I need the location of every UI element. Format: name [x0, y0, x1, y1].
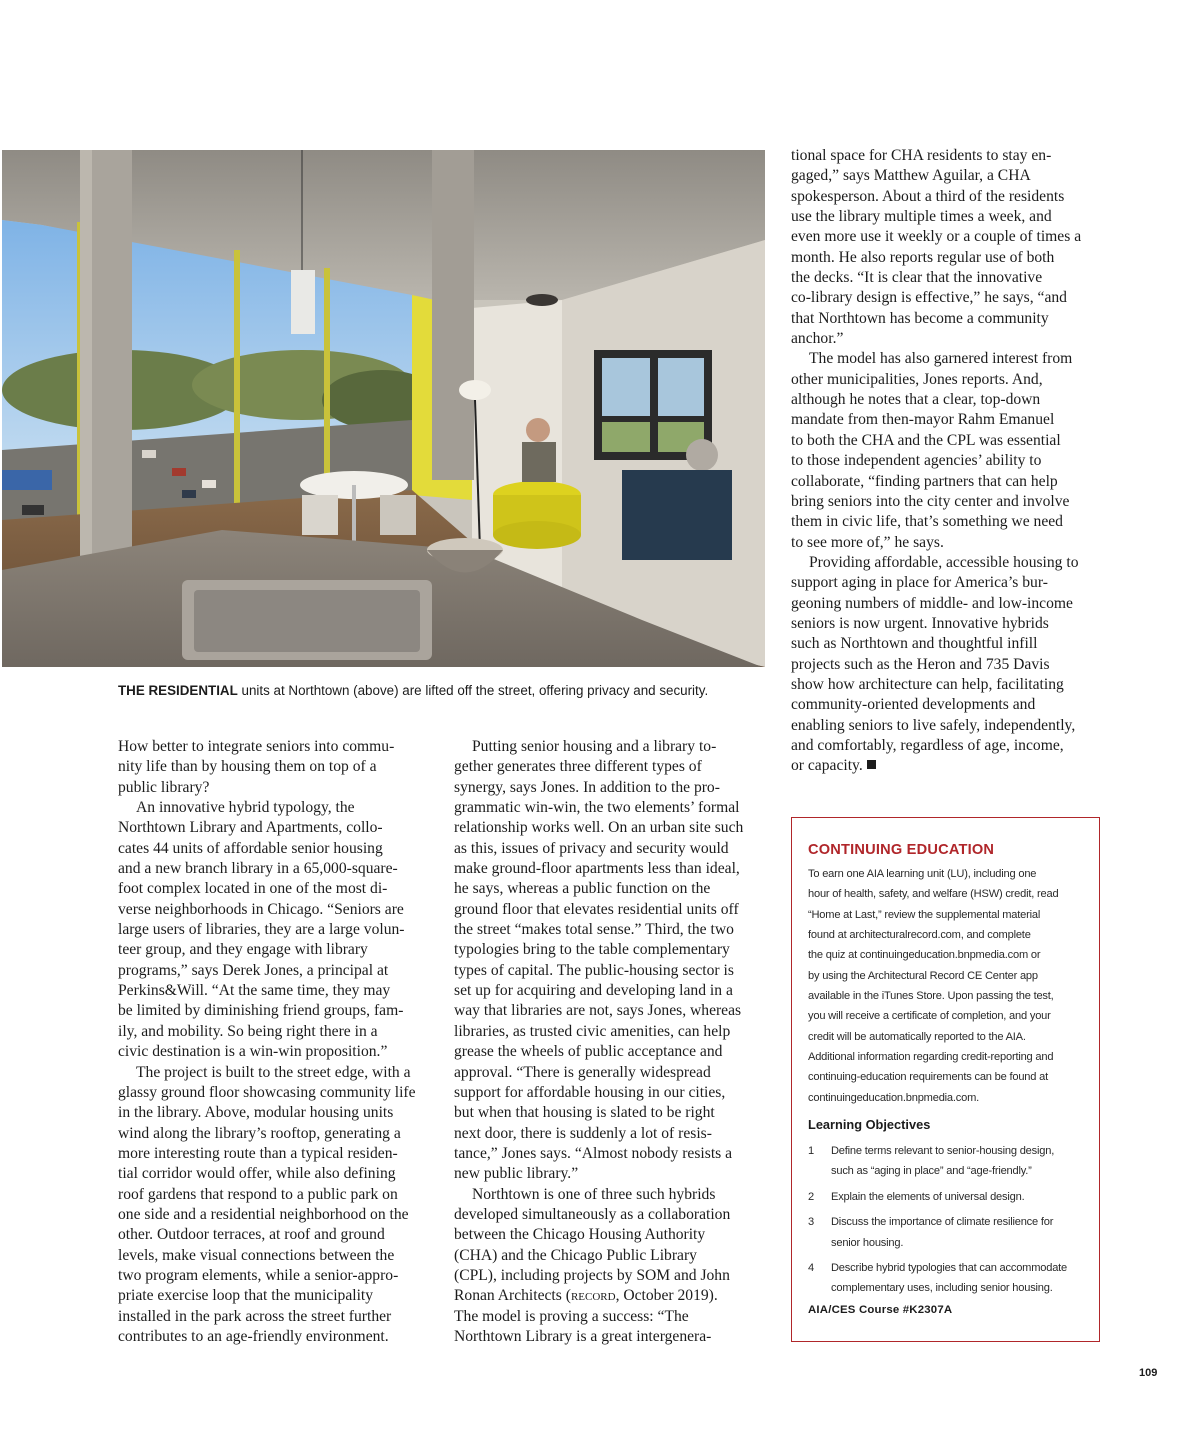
- text-line: bring seniors into the city center and involve: [791, 492, 1070, 510]
- objective-number: 1: [808, 1145, 814, 1158]
- text-line: teer group, and they engage with library: [118, 941, 368, 959]
- ce-body-line: you will receive a certificate of completion, and your: [808, 1010, 1051, 1023]
- text-line: in the library. Above, modular housing units: [118, 1104, 394, 1122]
- text-line: Northtown Library and Apartments, collo-: [118, 819, 383, 837]
- continuing-education-box: [791, 817, 1100, 1342]
- ce-body: [808, 864, 1083, 1108]
- text-line: the street “makes total sense.” Third, the two: [454, 921, 734, 939]
- text-line: and comfortably, regardless of age, income,: [791, 736, 1064, 754]
- text-line: mandate from then-mayor Rahm Emanuel: [791, 411, 1055, 429]
- text-line: support for affordable housing in our cities,: [454, 1083, 726, 1101]
- list-item: [808, 1187, 1083, 1207]
- objective-number: 4: [808, 1261, 814, 1274]
- text-segment: Ronan Architects (: [454, 1287, 571, 1305]
- objective-line: Explain the elements of universal design.: [831, 1190, 1025, 1203]
- text-line: (CHA) and the Chicago Public Library: [454, 1246, 697, 1264]
- ce-body-line: found at architecturalrecord.com, and complete: [808, 929, 1031, 942]
- text-line: projects such as the Heron and 735 Davis: [791, 655, 1050, 673]
- learning-objectives-list: [808, 1141, 1083, 1298]
- text-line: one side and a residential neighborhood on the: [118, 1205, 409, 1223]
- ce-body-line: the quiz at continuingeducation.bnpmedia.com or: [808, 949, 1041, 962]
- list-item: [808, 1141, 1083, 1182]
- text-line: ground floor that elevates residential units off: [454, 900, 739, 918]
- ce-body-line: available in the iTunes Store. Upon passing the test,: [808, 990, 1054, 1003]
- text-line: co-library design is effective,” he says, “and: [791, 289, 1067, 307]
- text-line: tial corridor would offer, while also defining: [118, 1165, 396, 1183]
- text-line: tance,” Jones says. “Almost nobody resists a: [454, 1144, 733, 1162]
- text-line: other. Outdoor terraces, at roof and ground: [118, 1226, 385, 1244]
- text-line: such as Northtown and thoughtful infill: [791, 635, 1038, 653]
- text-line: glassy ground floor showcasing community life: [118, 1083, 416, 1101]
- objective-line: complementary uses, including senior housing.: [831, 1282, 1053, 1295]
- text-line: way that libraries are not, says Jones, whereas: [454, 1002, 742, 1020]
- caption-text: units at Northtown (above) are lifted off the street, offering privacy and security.: [237, 683, 709, 698]
- text-line: more interesting route than a typical residen-: [118, 1144, 398, 1162]
- text-line: Putting senior housing and a library to-: [472, 738, 717, 755]
- text-line: anchor.”: [791, 330, 844, 348]
- text-line: approval. “There is generally widespread: [454, 1063, 711, 1081]
- text-line: and a new branch library in a 65,000-square-: [118, 860, 398, 878]
- text-segment: or capacity.: [791, 757, 863, 775]
- text-line: nity life than by housing them on top of a: [118, 758, 377, 776]
- objective-number: 2: [808, 1190, 814, 1203]
- text-line: make ground-floor apartments less than ideal,: [454, 860, 740, 878]
- objective-text: [831, 1187, 1024, 1207]
- text-line: levels, make visual connections between the: [118, 1246, 395, 1264]
- text-line: community-oriented developments and: [791, 696, 1036, 714]
- text-line: ily, and mobility. So being right there in a: [118, 1022, 378, 1040]
- text-line: next door, there is suddenly a lot of resis-: [454, 1124, 712, 1142]
- text-line: seniors is now urgent. Innovative hybrids: [791, 614, 1049, 632]
- ce-body-line: by using the Architectural Record CE Center app: [808, 969, 1038, 982]
- text-line: The model has also garnered interest from: [809, 350, 1073, 368]
- text-line: to those independent agencies’ ability to: [791, 452, 1042, 470]
- objective-line: senior housing.: [831, 1236, 904, 1249]
- text-line: large users of libraries, they are a large volun-: [118, 921, 405, 939]
- article-column-2: [454, 737, 766, 1347]
- text-line: libraries, as trusted civic amenities, can help: [454, 1022, 731, 1040]
- text-line: the decks. “It is clear that the innovative: [791, 269, 1043, 287]
- text-line: How better to integrate seniors into commu-: [118, 738, 395, 755]
- ce-body-line: To earn one AIA learning unit (LU), including one: [808, 868, 1037, 880]
- text-line: use the library multiple times a week, and: [791, 208, 1052, 226]
- caption-lead: THE RESIDENTIAL: [118, 683, 238, 698]
- text-line: support aging in place for America’s bur-: [791, 574, 1048, 592]
- text-line: to see more of,” he says.: [791, 533, 944, 551]
- text-line: to both the CHA and the CPL was essential: [791, 431, 1061, 449]
- text-line: types of capital. The public-housing sector is: [454, 961, 734, 979]
- ce-body-line: continuingeducation.bnpmedia.com.: [808, 1091, 980, 1104]
- text-line: as this, issues of privacy and security would: [454, 839, 729, 857]
- objective-number: 3: [808, 1216, 814, 1229]
- magazine-name: record: [570, 1287, 616, 1305]
- objective-line: Describe hybrid typologies that can accommodate: [831, 1261, 1068, 1274]
- objective-line: such as “aging in place” and “age-friendly.”: [831, 1165, 1032, 1178]
- objective-text: [831, 1141, 1054, 1182]
- ce-body-line: Additional information regarding credit-reporting and: [808, 1051, 1054, 1064]
- text-line: Providing affordable, accessible housing to: [809, 553, 1079, 571]
- text-line: that Northtown has become a community: [791, 309, 1049, 327]
- ce-body-line: continuing-education requirements can be found at: [808, 1071, 1048, 1084]
- objective-text: [831, 1258, 1067, 1299]
- objective-line: Define terms relevant to senior-housing design,: [831, 1145, 1055, 1158]
- text-line: geoning numbers of middle- and low-income: [791, 594, 1073, 612]
- text-line: be limited by diminishing friend groups, fam-: [118, 1002, 404, 1020]
- text-line: collaborate, “finding partners that can help: [791, 472, 1058, 490]
- text-line: Northtown Library is a great intergenera-: [454, 1327, 712, 1345]
- text-line: new public library.”: [454, 1165, 579, 1183]
- text-line: developed simultaneously as a collaboration: [454, 1205, 731, 1223]
- list-item: [808, 1258, 1083, 1299]
- text-line: verse neighborhoods in Chicago. “Seniors are: [118, 900, 404, 918]
- text-line: [454, 1286, 766, 1306]
- ce-body-line: hour of health, safety, and welfare (HSW) credit, read: [808, 888, 1059, 901]
- text-segment: , October 2019).: [615, 1287, 718, 1305]
- text-line: roof gardens that respond to a public park on: [118, 1185, 398, 1203]
- text-line: relationship works well. On an urban site such: [454, 819, 744, 837]
- objective-text: [831, 1212, 1053, 1253]
- text-line: set up for acquiring and developing land in a: [454, 982, 733, 1000]
- text-line: Perkins&Will. “At the same time, they may: [118, 982, 391, 1000]
- ce-title: CONTINUING EDUCATION: [808, 842, 995, 858]
- page-number: 109: [1139, 1367, 1158, 1379]
- text-line: (CPL), including projects by SOM and John: [454, 1266, 730, 1284]
- text-line: grammatic win-win, the two elements’ formal: [454, 799, 740, 817]
- text-line: tional space for CHA residents to stay en-: [791, 147, 1052, 164]
- text-line: them in civic life, that’s something we need: [791, 513, 1063, 531]
- text-line: Northtown is one of three such hybrids: [472, 1185, 716, 1203]
- article-column-1: [118, 737, 430, 1347]
- learning-objectives-title: Learning Objectives: [808, 1117, 931, 1133]
- text-line: wind along the library’s rooftop, generating a: [118, 1124, 401, 1142]
- text-line: The project is built to the street edge, with a: [136, 1063, 411, 1081]
- ce-body-line: “Home at Last,” review the supplemental material: [808, 908, 1041, 921]
- text-line: [791, 756, 1101, 776]
- text-line: foot complex located in one of the most di-: [118, 880, 388, 898]
- article-column-3: [791, 146, 1101, 777]
- list-item: [808, 1212, 1083, 1253]
- end-mark-icon: [867, 760, 876, 769]
- text-line: even more use it weekly or a couple of times a: [791, 228, 1082, 246]
- text-line: contributes to an age-friendly environment.: [118, 1327, 389, 1345]
- text-line: other municipalities, Jones reports. And,: [791, 370, 1043, 388]
- text-line: he says, whereas a public function on the: [454, 880, 711, 898]
- photo-caption: [118, 683, 778, 698]
- objective-line: Discuss the importance of climate resilience for: [831, 1216, 1054, 1229]
- text-line: grease the wheels of public acceptance and: [454, 1043, 723, 1061]
- text-line: enabling seniors to live safely, independently,: [791, 716, 1076, 734]
- text-line: between the Chicago Housing Authority: [454, 1226, 706, 1244]
- text-line: civic destination is a win-win proposition.”: [118, 1043, 388, 1061]
- text-line: public library?: [118, 778, 210, 796]
- text-line: although he notes that a clear, top-down: [791, 391, 1041, 409]
- ce-body-line: credit will be automatically reported to the AIA.: [808, 1030, 1026, 1043]
- text-line: synergy, says Jones. In addition to the pro-: [454, 778, 720, 796]
- text-line: The model is proving a success: “The: [454, 1307, 689, 1325]
- text-line: installed in the park across the street further: [118, 1307, 392, 1325]
- ce-course-number: AIA/CES Course #K2307A: [808, 1303, 953, 1316]
- apartment-interior-photo: [2, 150, 765, 667]
- text-line: spokesperson. About a third of the residents: [791, 187, 1065, 205]
- text-line: An innovative hybrid typology, the: [136, 799, 355, 817]
- text-line: but when that housing is slated to be right: [454, 1104, 715, 1122]
- text-line: show how architecture can help, facilitating: [791, 675, 1064, 693]
- text-line: gaged,” says Matthew Aguilar, a CHA: [791, 167, 1031, 185]
- text-line: month. He also reports regular use of both: [791, 248, 1055, 266]
- text-line: cates 44 units of affordable senior housing: [118, 839, 383, 857]
- text-line: two program elements, while a senior-appro-: [118, 1266, 399, 1284]
- text-line: programs,” says Derek Jones, a principal at: [118, 961, 389, 979]
- text-line: gether generates three different types of: [454, 758, 702, 776]
- text-line: typologies bring to the table complementary: [454, 941, 730, 959]
- text-line: priate exercise loop that the municipality: [118, 1287, 374, 1305]
